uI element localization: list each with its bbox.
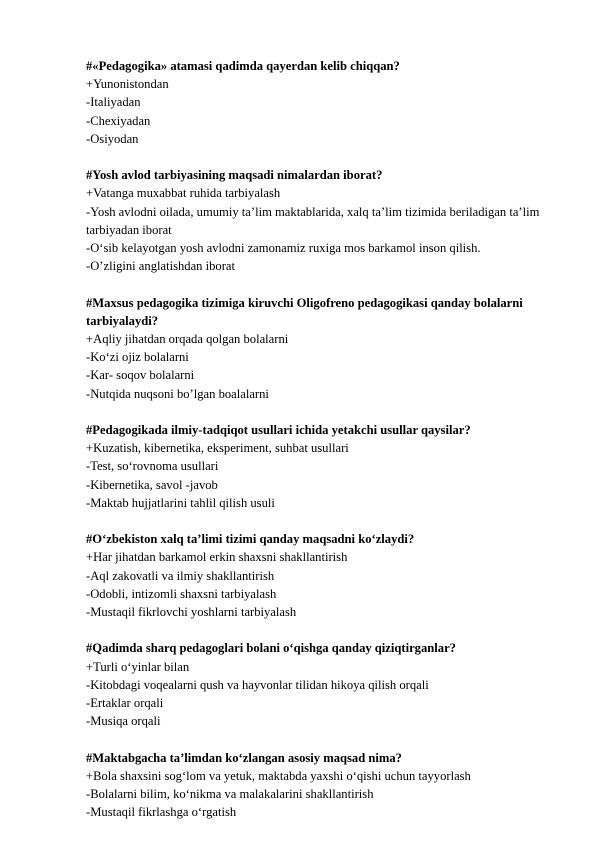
- question-block: [86, 530, 566, 621]
- answer-option: +Har jihatdan barkamol erkin shaxsni shakllantirish: [86, 550, 348, 565]
- question-block: [86, 166, 566, 275]
- answer-option: -Kar- soqov bolalarni: [86, 368, 195, 383]
- question-block: [86, 421, 566, 512]
- question-block: [86, 639, 566, 730]
- question-block: [86, 294, 566, 403]
- answer-option: -Test, so‘rovnoma usullari: [86, 459, 219, 474]
- answer-option: -Kibernetika, savol -javob: [86, 477, 218, 492]
- answer-option: -Ertaklar orqali: [86, 696, 164, 711]
- question-text: #Maxsus pedagogika tizimiga kiruvchi Oligofreno pedagogikasi qanday bolalarni tarbiyalaydi?: [86, 295, 523, 328]
- question-block: [86, 749, 566, 822]
- answer-option: -Osiyodan: [86, 131, 139, 146]
- answer-option: -Mustaqil fikrlovchi yoshlarni tarbiyalash: [86, 605, 297, 620]
- answer-option: -Ko‘zi ojiz bolalarni: [86, 350, 189, 365]
- question-text: #Yosh avlod tarbiyasining maqsadi nimalardan iborat?: [86, 168, 383, 183]
- answer-option: +Kuzatish, kibernetika, eksperiment, suhbat usullari: [86, 441, 349, 456]
- answer-option: -Mustaqil fikrlashga o‘rgatish: [86, 805, 237, 820]
- answer-option: -Yosh avlodni oilada, umumiy ta’lim maktablarida, xalq ta’lim tizimida beriladigan ta’lim tarbiyadan iborat: [86, 204, 540, 237]
- question-text: #«Pedagogika» atamasi qadimda qayerdan kelib chiqqan?: [86, 59, 400, 73]
- answer-option: +Bola shaxsini sog‘lom va yetuk, maktabda yaxshi o‘qishi uchun tayyorlash: [86, 768, 471, 783]
- answer-option: -Bolalarni bilim, ko‘nikma va malakalarini shakllantirish: [86, 787, 374, 802]
- answer-option: +Yunonistondan: [86, 77, 169, 92]
- answer-option: -Odobli, intizomli shaxsni tarbiyalash: [86, 586, 277, 601]
- answer-option: -Musiqa orqali: [86, 714, 161, 729]
- answer-option: -Chexiyadan: [86, 113, 151, 128]
- question-text: #Pedagogikada ilmiy-tadqiqot usullari ichida yetakchi usullar qaysilar?: [86, 423, 471, 438]
- question-text: #Qadimda sharq pedagoglari bolani o‘qishga qanday qiziqtirganlar?: [86, 641, 456, 656]
- document-page: [86, 57, 566, 840]
- answer-option: +Vatanga muxabbat ruhida tarbiyalash: [86, 186, 281, 201]
- answer-option: -Kitobdagi voqealarni qush va hayvonlar tilidan hikoya qilish orqali: [86, 677, 429, 692]
- question-block: [86, 57, 566, 148]
- answer-option: -Nutqida nuqsoni bo’lgan boalalarni: [86, 386, 269, 401]
- answer-option: +Aqliy jihatdan orqada qolgan bolalarni: [86, 332, 289, 347]
- answer-option: -O’zligini anglatishdan iborat: [86, 259, 235, 274]
- answer-option: -O‘sib kelayotgan yosh avlodni zamonamiz ruxiga mos barkamol inson qilish.: [86, 241, 481, 256]
- answer-option: -Aql zakovatli va ilmiy shakllantirish: [86, 568, 275, 583]
- answer-option: +Turli o‘yinlar bilan: [86, 659, 190, 674]
- answer-option: -Italiyadan: [86, 95, 141, 110]
- question-text: #Maktabgacha ta’limdan ko‘zlangan asosiy maqsad nima?: [86, 750, 402, 765]
- question-text: #O‘zbekiston xalq ta’limi tizimi qanday maqsadni ko‘zlaydi?: [86, 532, 415, 547]
- answer-option: -Maktab hujjatlarini tahlil qilish usuli: [86, 495, 275, 510]
